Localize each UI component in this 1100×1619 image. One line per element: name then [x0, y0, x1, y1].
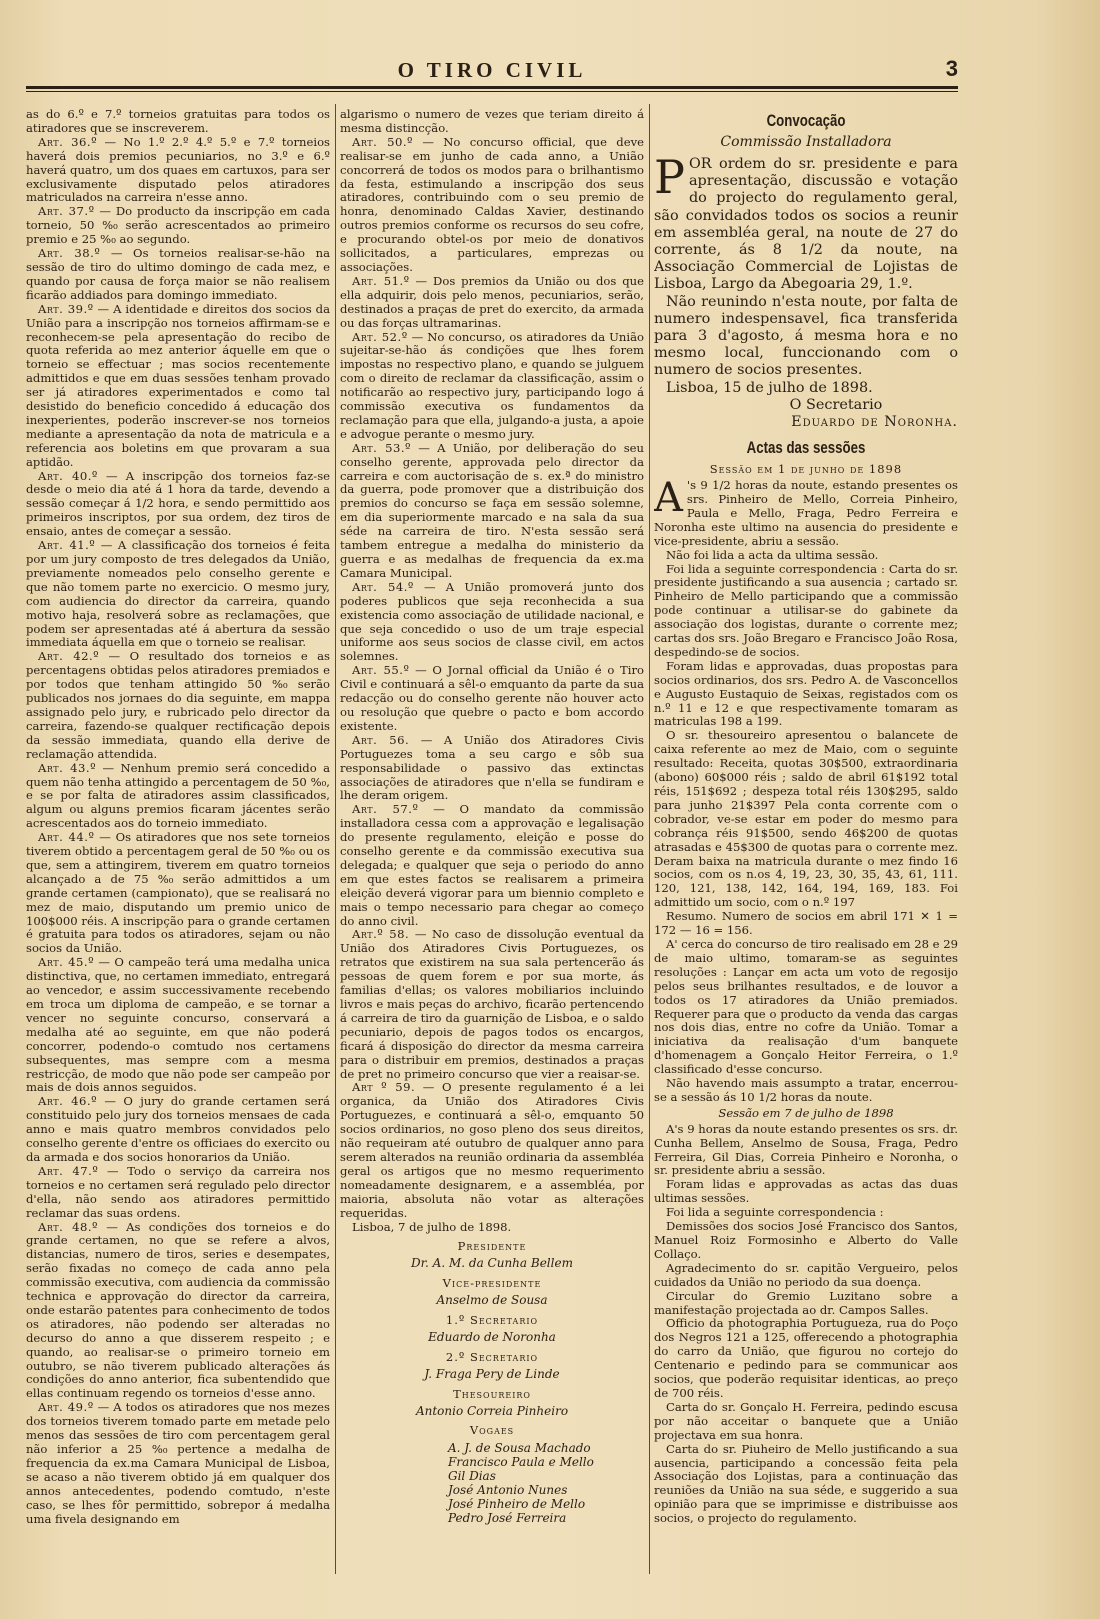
article-text: — Do producto da inscripção em cada torneio, 50 %₀ serão acrescentados ao primeiro premio e 25 %₀ ao segundo. [26, 204, 330, 247]
article-label: Art. 45.º [38, 955, 95, 970]
article-label: Art. 47.º [38, 1163, 99, 1178]
roster-name: Eduardo de Noronha [428, 1329, 556, 1344]
article [26, 303, 330, 470]
article-text: — A União, por deliberação do seu conselho gerente, approvada pelo director da carreira e com auctorisação de s. ex.ª do ministro da guerra, pode promover que a distribuição dos premios do concurso se faça em sessão solemne, em dia superiormente marcado e na sala da sua séde na carreira de tiro. N'esta sessão será tambem entregue a medalha do ministerio da guerra e as medalhas de frequencia da ex.ma Camara Municipal. [340, 440, 644, 580]
article-text: — Dos premios da União ou dos que ella adquirir, dois pelo menos, pecuniarios, serão, destinados a praças de pret do exercito, da armada ou das forças ultramarinas. [340, 273, 644, 330]
column-2 [340, 108, 644, 1568]
article-text: — A União dos Atiradores Civis Portuguezes toma a seu cargo e sôb sua responsabilidade o passivo das extinctas associações de atiradores que n'ella se fundiram e lhe deram origem. [340, 732, 644, 803]
article [340, 734, 644, 804]
article-label: Art. 56. [352, 732, 410, 747]
commission-roster [340, 1240, 644, 1525]
sessao-paragraph: Officio da photographia Portugueza, rua do Poço dos Negros 121 a 125, offerecendo a photographia do carro da União, que figurou no cortejo do Centenario e pedindo para se communicar aos socios, que poderão requisitar identicas, ao preço de 700 réis. [654, 1316, 958, 1400]
article [340, 275, 644, 331]
article-label: Art.º 58. [352, 927, 410, 942]
article-text: — A União promoverá junto dos poderes publicos que seja reconhecida a sua existencia como associação de utilidade nacional, e que seja concedido o uso de um traje especial uniforme aos seus socios de classe civil, em actos solemnes. [340, 579, 644, 664]
sessao-paragraph: A's 9 horas da noute estando presentes os srs. dr. Cunha Bellem, Anselmo de Sousa, Fraga, Pedro Ferreira, Gil Dias, Correia Pinheiro e Noronha, o sr. presidente abriu a sessão. [654, 1121, 958, 1178]
actas-title: Actas das sessões [746, 438, 866, 458]
roster-name: Antonio Correia Pinheiro [415, 1403, 569, 1418]
article [340, 1081, 644, 1220]
paragraph: Lisboa, 7 de julho de 1898. [352, 1219, 512, 1234]
article [340, 803, 644, 928]
column-divider [649, 104, 650, 1574]
sessao-paragraph: Carta do sr. Piuheiro de Mello justificando a sua ausencia, participando a concessão feita pela Associação dos Lojistas, para a continuação das reuniões da União na sua séde, e suggerido a sua opinião para que se imprimisse e distribuisse aos socios, o projecto do regulamento. [654, 1441, 958, 1526]
article [26, 470, 330, 540]
article-text: — Os torneios realisar-se-hão na sessão de tiro do ultimo domingo de cada mez, e quando por causa de força maior se não realisem ficarão addiados para domingo immediato. [26, 246, 330, 302]
newspaper-title: O TIRO CIVIL [397, 58, 587, 82]
drop-cap: P [654, 149, 685, 204]
article [340, 664, 644, 734]
paragraph: as do 6.º e 7.º torneios gratuitas para todos os atiradores que se inscreverem. [26, 108, 330, 135]
roster-vogal: José Antonio Nunes [448, 1483, 568, 1498]
article [26, 650, 330, 761]
article-text: — O presente regulamento é a lei organica, da União dos Atiradores Civis Portuguezes, e continuará a sêl-o, emquanto 50 socios ordinarios, no goso pleno dos seus direitos, não requeiram até outubro de qualquer anno para serem alterados na reunião ordinaria da assembléa geral os artigos que no mesmo requerimento nomeadamente designarem, e a assembléa, por maioria, absoluta não votar as alterações requeridas. [340, 1080, 644, 1220]
roster-name: Dr. A. M. da Cunha Bellem [411, 1256, 573, 1271]
roster-role: 2.º Secretario [445, 1349, 539, 1364]
article-text: — No caso de dissolução eventual da União dos Atiradores Civis Portuguezes, os retratos que existirem na sua sala pertencerão ás pessoas de quem forem e por sua morte, ás familias d'ellas; os valores mobiliarios incluindo livros e mais peças do archivo, ficarão pertencendo á carreira de tiro da guarnição de Lisboa, e o saldo pecuniario, depois de pagos todos os encargos, ficará á disposição do director da mesma carreira para o distribuir em premios, destinados a praças de pret no primeiro concurso que vier a reaisar-se. [340, 927, 644, 1081]
article-label: Art º 59. [352, 1080, 416, 1095]
roster-role: Thesoureiro [453, 1386, 531, 1401]
sessao-heading: Sessão em 7 de julho de 1898 [718, 1105, 894, 1120]
roster-vogal: Gil Dias [448, 1469, 496, 1484]
article-text: — As condições dos torneios e do grande certamen, no que se refere a alvos, distancias, numero de tiros, series e desempates, serão fixadas no começo de cada anno pela commissão executiva, com audiencia da commissão technica e approvação do director da carreira, onde estarão patentes para conhecimento de todos os atiradores, não podendo ser alteradas no decurso do anno a que disserem respeito ; e quando, ao realisar-se o primeiro torneio em outubro, se não tiverem publicado alterações ás condições do anno anterior, fica subentendido que ellas continuam regendo os torneios d'esse anno. [26, 1219, 330, 1401]
article [26, 205, 330, 247]
convocacao-text [654, 149, 958, 431]
article [26, 831, 330, 956]
article-label: Art. 53.º [352, 440, 411, 455]
sessao-paragraph: Resumo. Numero de socios em abril 171 ✕ 1 = 172 — 16 = 156. [654, 909, 958, 938]
roster-vogal: A. J. de Sousa Machado [448, 1441, 591, 1456]
roster-vogaes [340, 1441, 644, 1525]
sessao-heading: Sessão em 1 de junho de 1898 [709, 462, 903, 477]
article-label: Art. 55.º [352, 663, 410, 678]
article-label: Art. 51.º [352, 273, 410, 288]
roster-vogal: Pedro José Ferreira [448, 1511, 567, 1526]
sessao-paragraph: A' cerca do concurso de tiro realisado em 28 e 29 de maio ultimo, tomaram-se as seguintes resoluções : Lançar em acta um voto de regosijo pelos seus brilhantes resultados, e de louvor a todos os 17 atiradores da União premiados. Requerer para que o producto da venda das cargas nos dois dias, entre no cofre da União. Tomar a iniciativa da realisação d'um banquete d'homenagem a Gonçalo Heitor Ferreira, o 1.º classificado d'esse concurso. [654, 936, 958, 1077]
article-label: Art. 46.º [38, 1094, 98, 1109]
article-label: Art. 42.º [38, 649, 100, 664]
article-text: — Nenhum premio será concedido a quem não tenha attingido a percentagem de 50 %₀, e se por falta de atiradores assim classificados, algum ou alguns premios ficaram jácentes serão acrescentados aos do torneio immediato. [26, 760, 330, 831]
sessao-paragraph: Demissões dos socios José Francisco dos Santos, Manuel Roiz Formosinho e Alberto do Valle Collaço. [654, 1219, 958, 1261]
column-divider [335, 104, 336, 1574]
article [340, 331, 644, 442]
article-label: Art. 40.º [38, 468, 98, 483]
article-text: — O campeão terá uma medalha unica distinctiva, que, no certamen immediato, entregará ao vencedor, e assim successivamente recebendo em troca um diploma de campeão, e se tornar a vencer no seguinte concurso, conservará a medalha até ao seguinte, em que não poderá concorrer, podendo-o comtudo nos certamens subsequentes, mas sempre com a mesma restricção, de modo que não pode ser campeão por mais de dois annos seguidos. [26, 955, 330, 1095]
article-text: — O Jornal official da União é o Tiro Civil e continuará a sêl-o emquanto da parte da sua redacção ou do conselho gerente não houver acto ou resolução que quebre o pacto e bom accordo existente. [340, 663, 644, 733]
convocacao-signature-name: Eduardo de Noronha. [791, 413, 958, 430]
paragraph: algarismo o numero de vezes que teriam direito á mesma distincção. [340, 108, 644, 135]
article-text: — O mandato da commissão installadora cessa com a approvação e legalisação do presente regulamento, eleição e posse do conselho gerente e da commissão executiva sua delegada; e qualquer que seja o periodo do anno em que estes factos se realisarem a primeira eleição deverá vigorar para um biennio completo e mais o tempo necessario para chegar ao começo do anno civil. [340, 802, 644, 928]
sessao-paragraph: Foi lida a seguinte correspondencia : Carta do sr. presidente justificando a sua ausencia ; cartado sr. Pinheiro de Mello participando que a commissão pode continuar a utilisar-se do gabinete da associação dos logistas, durante o corrente mez; cartas dos srs. João Bregaro e Francisco João Rosa, despedindo-se de socios. [654, 561, 958, 659]
sessao-paragraph: Não foi lida a acta da ultima sessão. [666, 547, 879, 562]
article [340, 581, 644, 664]
convocacao-signature-role: O Secretario [789, 396, 883, 413]
article-label: Art. 39.º [38, 301, 94, 316]
page-number: 3 [945, 56, 958, 81]
article [26, 1165, 330, 1221]
drop-cap: A [654, 475, 683, 522]
sessao-1 [654, 475, 958, 1105]
roster-name: Anselmo de Sousa [436, 1293, 548, 1308]
convocacao-paragraph: OR ordem do sr. presidente e para apresentação, discussão e votação do projecto do regulamento geral, são convidados todos os socios a reunir em assembléa geral, na noute de 27 do corrente, ás 8 1/2 da noute, na Associação Commercial de Lojistas de Lisboa, Largo da Abegoaria 29, 1.º. [654, 155, 958, 293]
sessao-text: 's 9 1/2 horas da noute, estando presentes os srs. Pinheiro de Mello, Correia Pinheiro, Paula e Mello, Fraga, Pedro Ferreira e Noronha este ultimo na ausencia do presidente e vice-presidente, abriu a sessão. [654, 478, 958, 548]
article-text: — No concurso official, que deve realisar-se em junho de cada anno, a União concorrerá de todos os modos para o brilhantismo da festa, estimulando a inscripção dos seus atiradores, contribuindo com o seu premio de honra, denominado Caldas Xavier, destinando outros premios conforme os recursos do seu cofre, e procurando obtel-os por meio de donativos sollicitados, a particulares, emprezas ou associações. [340, 134, 644, 274]
convocacao-title: Convocação [766, 111, 846, 130]
article-text: — A inscripção dos torneios faz-se desde o meio dia até á 1 hora da tarde, devendo a sessão começar á 1/2 hora, e sendo permittido aos primeiros inscriptos, por sua ordem, dez tiros de ensaio, antes de começar a sessão. [26, 468, 330, 539]
sessao-2 [654, 1123, 958, 1526]
roster-role: Vogaes [469, 1423, 515, 1438]
column-2-articles [340, 108, 644, 1234]
convocacao-date: Lisboa, 15 de julho de 1898. [666, 379, 873, 396]
article-label: Art. 41.º [38, 538, 96, 553]
sessao-paragraph: Foram lidas e approvadas, duas propostas para socios ordinarios, dos srs. Pedro A. de Vasconcellos e Augusto Eustaquio de Seixas, registados com os n.º 11 e 12 e que respectivamente tomaram as matriculas 198 a 199. [654, 658, 958, 729]
article-label: Art. 37.º [38, 204, 95, 219]
article-label: Art. 50.º [352, 134, 414, 149]
article [340, 136, 644, 275]
roster-role: 1.º Secretario [445, 1313, 539, 1328]
article [340, 442, 644, 581]
article-text: — A todos os atiradores que nos mezes dos torneios tiverem tomado parte em metade pelo menos das sessões de tiro com percentagem geral não inferior a 25 %₀ pertence a medalha de frequencia da ex.ma Camara Municipal de Lisboa, se acaso a não tiverem obtido já em qualquer dos annos antecedentes, podendo comtudo, n'este caso, se lhes fôr permittido, sobrepor á medalha uma fivela designando em [26, 1400, 330, 1526]
article-text: — O jury do grande certamen será constituido pelo jury dos torneios mensaes de cada anno e mais quatro membros convidados pelo conselho gerente d'entre os officiaes do exercito ou da armada e dos socios honorarios da União. [26, 1094, 330, 1164]
header-rule-thin [26, 91, 958, 92]
masthead [26, 52, 958, 88]
article [340, 928, 644, 1081]
article [26, 136, 330, 206]
article-text: — O resultado dos torneios e as percentagens obtidas pelos atiradores premiados e por todos que tenham attingido 50 %₀ serão publicados nos jornaes do dia seguinte, em mappa assignado pelo jury, e rubricado pelo director da carreira, fazendo-se qualquer rectificação depois da sessão immediata, quando ella derive de reclamação attendida. [26, 649, 330, 761]
article-text: — No concurso, os atiradores da União sujeitar-se-hão ás condições que lhes forem impostas no respectivo plano, e quando se julguem com o direito de reclamar da classificação, assim o notificarão ao respectivo jury, participando logo á commissão executiva os fundamentos da reclamação para que ella, julgando-a justa, a apoie e advogue perante o mesmo jury. [340, 329, 644, 441]
sessao-paragraph: Foi lida a seguinte correspondencia : [666, 1205, 884, 1220]
article-label: Art. 48.º [38, 1219, 98, 1234]
article-label: Art. 38.º [38, 246, 101, 261]
article-text: — Os atiradores que nos sete torneios tiverem obtido a percentagem geral de 50 %₀ ou os que, sem a attingirem, tiverem em quatro torneios alcançado a de 75 %₀ serão admittidos a um grande certamen (campionato), que se realisará no mez de maio, disputando um premio unico de 100$000 réis. A inscripção para o grande certamen é gratuita para todos os atiradores, sejam ou não socios da União. [26, 830, 330, 956]
convocacao-subtitle: Commissão Installadora [720, 134, 892, 150]
sessao-paragraph: Não havendo mais assumpto a tratar, encerrou-se a sessão ás 10 1/2 horas da noute. [654, 1076, 958, 1104]
column-3 [654, 108, 958, 1568]
sessao-paragraph: Agradecimento do sr. capitão Vergueiro, pelos cuidados da União no periodo da sua doença. [654, 1260, 958, 1289]
sessao-paragraph: Carta do sr. Gonçalo H. Ferreira, pedindo escusa por não acceitar o banquete que a União projectava em sua honra. [654, 1399, 958, 1442]
article-label: Art. 57.º [352, 802, 419, 817]
article [26, 1401, 330, 1526]
sessao-paragraph: O sr. thesoureiro apresentou o balancete de caixa referente ao mez de Maio, com o seguinte resultado: Receita, quotas 30$500, extraordinaria (abono) 60$000 réis ; saldo de abril 61$192 total réis, 151$692 ; despeza total réis 130$295, saldo para junho 21$397 Pela conta corrente com o cobrador, ve-se estar em poder do mesmo para cobrança réis 91$500, sendo 46$200 de quotas atrasadas e 45$300 de quotas para o corrente mez. Deram baixa na matricula durante o mez findo 16 socios, com os n.os 4, 19, 23, 30, 35, 43, 61, 111. 120, 121, 138, 142, 164, 194, 169, 183. Foi admittido um socio, com o n.º 197 [654, 728, 958, 910]
article-label: Art. 52.º [352, 329, 408, 344]
article-label: Art. 44.º [38, 830, 95, 845]
article-text: — A identidade e direitos dos socios da União para a inscripção nos torneios affirmam-se e reconhecem-se pela apresentação do recibo de quota referida ao mez anterior áquelle em que o torneio se effectuar ; mas socios recentemente admittidos e que em duas sessões tenham provado ser já atiradores experimentados e como tal desistido do beneficio concedido á educação dos inexperientes, poderão inscrever-se nos torneios mediante a apresentação da nota de matricula e a referencia aos boletins em que provaram a sua aptidão. [26, 301, 330, 469]
article [26, 539, 330, 650]
article [26, 1221, 330, 1402]
roster-role: Presidente [457, 1239, 527, 1254]
article-label: Art. 43.º [38, 760, 97, 775]
roster-vogal: José Pinheiro de Mello [448, 1497, 586, 1512]
article-text: — Todo o serviço da carreira nos torneios e no certamen será regulado pelo director d'ella, não sendo aos atiradores permittido reclamar das suas ordens. [26, 1163, 330, 1220]
article-label: Art. 54.º [352, 579, 414, 594]
article [26, 956, 330, 1095]
article [26, 1095, 330, 1165]
article-label: Art. 49.º [38, 1400, 94, 1415]
article [26, 247, 330, 303]
sessao-paragraph [654, 475, 958, 549]
roster-vogal: Francisco Paula e Mello [448, 1455, 594, 1470]
article-text: — No 1.º 2.º 4.º 5.º e 7.º torneios haverá dois premios pecuniarios, no 3.º e 6.º haverá quatro, um dos quaes em cartuxos, para ser exclusivamente disputado pelos atiradores matriculados na carreira n'esse anno. [26, 134, 330, 205]
sessao-paragraph: Circular do Gremio Luzitano sobre a manifestação projectada ao dr. Campos Salles. [654, 1288, 958, 1317]
article-label: Art. 36.º [38, 134, 98, 149]
column-1 [26, 108, 330, 1568]
article [26, 762, 330, 832]
roster-name: J. Fraga Pery de Linde [424, 1366, 560, 1381]
roster-role: Vice-presidente [442, 1276, 542, 1291]
header-rule [26, 86, 958, 89]
article-text: — A classificação dos torneios é feita por um jury composto de tres delegados da União, previamente nomeados pelo conselho gerente e que não tomem parte no exercicio. O mesmo jury, com audiencia do director da carreira, quando motivo haja, resolverá sobre as reclamações, que podem ser apresentadas até á abertura da sessão immediata áquella em que o torneio se realisar. [26, 538, 330, 650]
sessao-paragraph: Foram lidas e approvadas as actas das duas ultimas sessões. [654, 1177, 958, 1206]
convocacao-paragraph: Não reunindo n'esta noute, por falta de numero indespensavel, fica transferida para 3 d'agosto, á mesma hora e no mesmo local, funccionando com o numero de socios presentes. [654, 293, 958, 379]
